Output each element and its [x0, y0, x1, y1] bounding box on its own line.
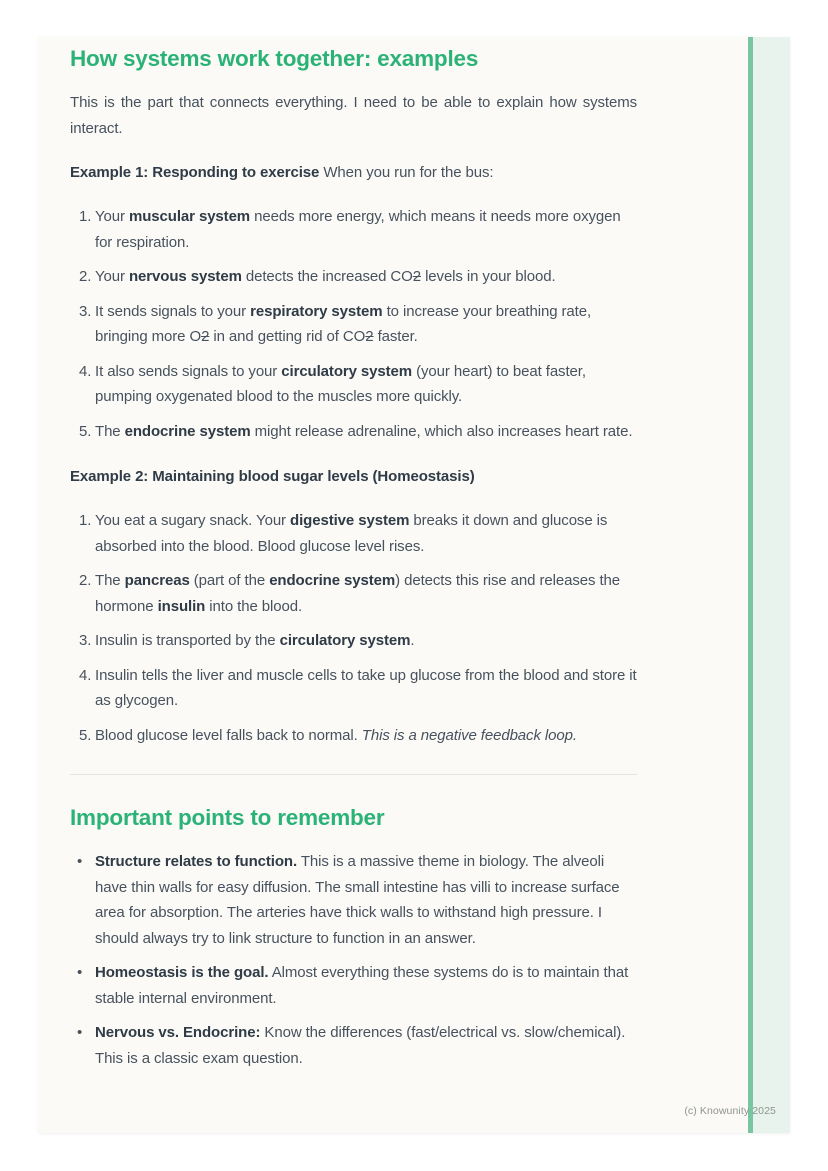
copyright-notice: (c) Knowunity 2025	[684, 1105, 776, 1117]
list-item	[70, 568, 637, 619]
list-item-text: Structure relates to function. This is a massive theme in biology. The alveoli have thin walls for easy diffusion. The small intestine has villi to increase surface area for absorption. The arteries have thick walls to withstand high pressure. I should always try to link structure to function in an answer.	[95, 853, 620, 947]
list-item-text: The endocrine system might release adrenaline, which also increases heart rate.	[95, 422, 633, 440]
section-heading: How systems work together: examples	[70, 46, 479, 71]
list-item	[70, 264, 637, 290]
divider	[70, 774, 637, 775]
bullet-dot: •	[77, 853, 83, 870]
list-item	[70, 960, 637, 1011]
list-number: 3.	[79, 632, 92, 649]
list-item	[70, 849, 637, 951]
list-item-text: Nervous vs. Endocrine: Know the differences (fast/electrical vs. slow/chemical). This is a classic exam question.	[95, 1024, 626, 1067]
list-number: 1.	[79, 208, 92, 225]
list-number: 5.	[79, 422, 92, 440]
list-number: 5.	[79, 726, 92, 744]
document-content	[38, 37, 638, 1071]
list-number: 2.	[79, 572, 92, 589]
list-number: 3.	[79, 302, 92, 320]
list-item	[70, 723, 637, 749]
list-item-text: Insulin tells the liver and muscle cells to take up glucose from the blood and store it as glycogen.	[95, 666, 637, 709]
page-accent-strip	[748, 37, 790, 1133]
list-item-text: It also sends signals to your circulatory system (your heart) to beat faster, pumping oxygenated blood to the muscles more quickly.	[95, 362, 586, 405]
bullet-dot: •	[77, 964, 83, 981]
list-number: 1.	[79, 512, 92, 529]
list-item-text: Your muscular system needs more energy, which means it needs more oxygen for respiration.	[95, 208, 621, 251]
list-item	[70, 419, 637, 445]
list-number: 4.	[79, 666, 92, 684]
list-item	[70, 299, 637, 350]
list-item	[70, 359, 637, 410]
list-item-text: The pancreas (part of the endocrine system) detects this rise and releases the hormone insulin into the blood.	[95, 572, 620, 615]
list-item-text: Insulin is transported by the circulatory system.	[95, 632, 415, 649]
list-item	[70, 1020, 637, 1071]
list-item	[70, 204, 637, 255]
document-page	[38, 37, 790, 1133]
paragraph: This is the part that connects everything. I need to be able to explain how systems interact.	[70, 94, 637, 137]
numbered-list	[70, 508, 637, 748]
paragraph: Example 1: Responding to exercise When you run for the bus:	[70, 164, 494, 181]
bullet-dot: •	[77, 1024, 83, 1041]
numbered-list	[70, 204, 637, 444]
list-item-text: Your nervous system detects the increased CO2 levels in your blood.	[95, 268, 556, 285]
list-number: 4.	[79, 362, 92, 380]
section-heading: Important points to remember	[70, 805, 385, 830]
list-item	[70, 663, 637, 714]
list-item	[70, 628, 637, 654]
list-item	[70, 508, 637, 559]
bullet-list	[70, 849, 637, 1071]
list-item-text: Blood glucose level falls back to normal. This is a negative feedback loop.	[95, 726, 577, 744]
paragraph: Example 2: Maintaining blood sugar levels (Homeostasis)	[70, 468, 475, 485]
list-item-text: You eat a sugary snack. Your digestive system breaks it down and glucose is absorbed into the blood. Blood glucose level rises.	[95, 512, 608, 555]
list-number: 2.	[79, 268, 92, 285]
list-item-text: It sends signals to your respiratory system to increase your breathing rate, bringing more O2 in and getting rid of CO2 faster.	[95, 302, 592, 345]
list-item-text: Homeostasis is the goal. Almost everything these systems do is to maintain that stable internal environment.	[95, 964, 629, 1007]
